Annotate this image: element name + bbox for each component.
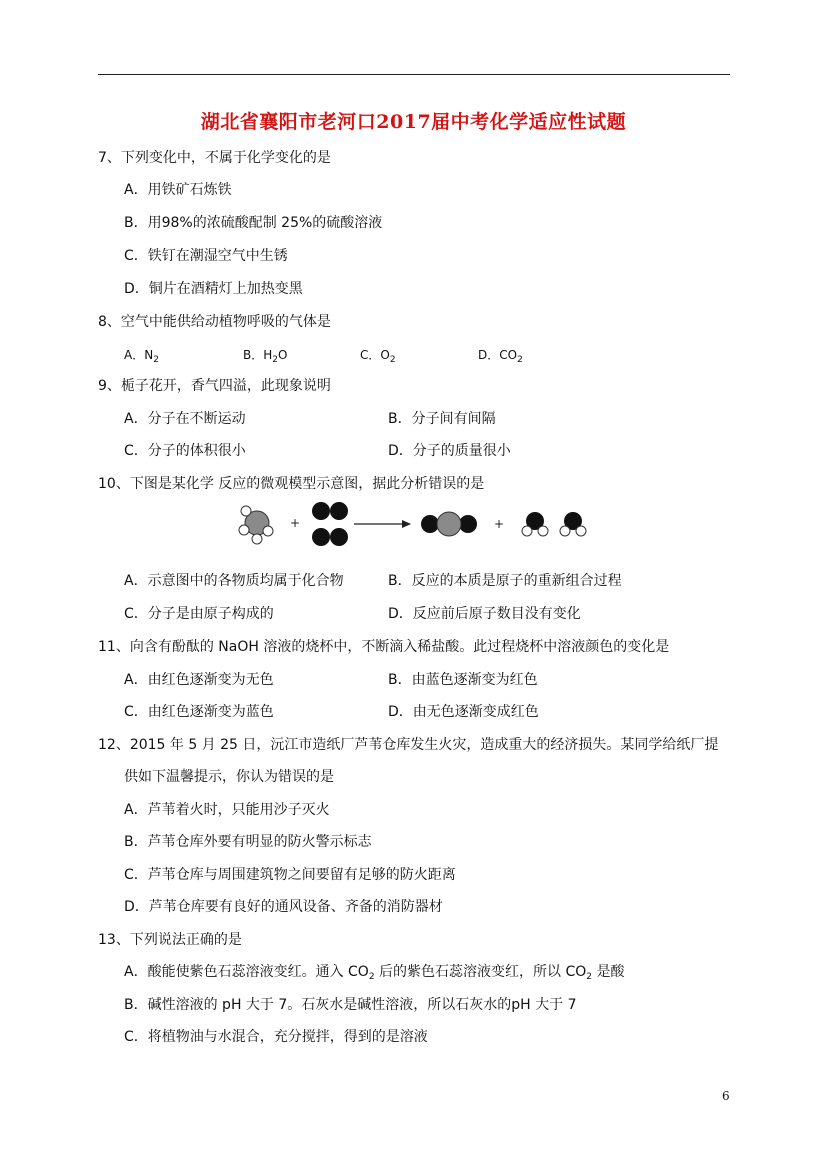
question-9-stem: 9、栀子花开，香气四溢，此现象说明: [98, 378, 331, 394]
question-11-option-c: C．由红色逐渐变为蓝色: [124, 704, 274, 720]
question-10-option-a: A．示意图中的各物质均属于化合物: [124, 573, 344, 589]
question-7-option-d: D．铜片在酒精灯上加热变黑: [124, 281, 303, 297]
question-13-option-c: C．将植物油与水混合，充分搅拌，得到的是溶液: [124, 1029, 428, 1045]
question-8-option-c: C．$O_2$: [360, 348, 396, 365]
question-12-stem-line-2: 供如下温馨提示，你认为错误的是: [124, 769, 334, 785]
question-12-option-d: D．芦苇仓库要有良好的通风设备、齐备的消防器材: [124, 899, 443, 915]
plus-sign-2: +: [494, 517, 505, 531]
question-11-stem: 11、向含有酚酞的 NaOH 溶液的烧杯中，不断滴入稀盐酸。此过程烧杯中溶液颜色的变化是: [98, 639, 670, 655]
product-molecule-3: [560, 512, 586, 536]
question-10-option-b: B．反应的本质是原子的重新组合过程: [388, 573, 622, 589]
question-11-option-a: A．由红色逐渐变为无色: [124, 672, 274, 688]
question-8-option-b: B．$H_2O$: [243, 348, 288, 365]
question-12-option-b: B．芦苇仓库外要有明显的防火警示标志: [124, 834, 372, 850]
question-11-option-d: D．由无色逐渐变成红色: [388, 704, 539, 720]
document-title: 湖北省襄阳市老河口2017届中考化学适应性试题: [200, 111, 627, 133]
question-12-option-c: C．芦苇仓库与周围建筑物之间要留有足够的防火距离: [124, 867, 456, 883]
question-8-option-d: D．$CO_2$: [478, 348, 523, 365]
reaction-diagram: [230, 498, 600, 552]
reactant-molecule-1: [239, 506, 273, 544]
plus-sign-1: +: [290, 516, 301, 530]
question-8-stem: 8、空气中能供给动植物呼吸的气体是: [98, 314, 331, 330]
question-9-option-b: B．分子间有间隔: [388, 411, 496, 427]
question-7-stem: 7、下列变化中，不属于化学变化的是: [98, 150, 331, 166]
question-13-option-a: A．酸能使紫色石蕊溶液变红。通入 $CO_2$ 后的紫色石蕊溶液变红，所以 $CO_2$ 是酸: [124, 964, 625, 982]
question-13-option-b: B．碱性溶液的 pH 大于 7。石灰水是碱性溶液，所以石灰水的pH 大于 7: [124, 997, 577, 1013]
product-molecule-1: [421, 512, 477, 536]
question-13-stem: 13、下列说法正确的是: [98, 932, 242, 948]
question-10-stem: 10、下图是某化学 反应的微观模型示意图，据此分析错误的是: [98, 476, 485, 492]
reaction-arrow: [354, 520, 411, 528]
question-9-option-d: D．分子的质量很小: [388, 443, 511, 459]
reactant-molecule-2: [312, 502, 348, 546]
question-7-option-c: C．铁钉在潮湿空气中生锈: [124, 248, 288, 264]
page-number: 6: [722, 1089, 730, 1103]
question-9-option-a: A．分子在不断运动: [124, 411, 246, 427]
question-12-option-a: A．芦苇着火时，只能用沙子灭火: [124, 802, 330, 818]
question-8-option-a: A．$N_2$: [124, 348, 159, 365]
question-12-stem-line-1: 12、2015 年 5 月 25 日，沅江市造纸厂芦苇仓库发生火灾，造成重大的经济损失。某同学给纸厂提: [98, 737, 719, 753]
product-molecule-2: [522, 512, 548, 536]
question-7-option-b: B．用98%的浓硫酸配制 25%的硫酸溶液: [124, 215, 383, 231]
question-9-option-c: C．分子的体积很小: [124, 443, 246, 459]
question-10-option-c: C．分子是由原子构成的: [124, 606, 274, 622]
header-rule: [98, 74, 730, 75]
question-10-option-d: D．反应前后原子数目没有变化: [388, 606, 581, 622]
question-11-option-b: B．由蓝色逐渐变为红色: [388, 672, 538, 688]
question-7-option-a: A．用铁矿石炼铁: [124, 182, 232, 198]
